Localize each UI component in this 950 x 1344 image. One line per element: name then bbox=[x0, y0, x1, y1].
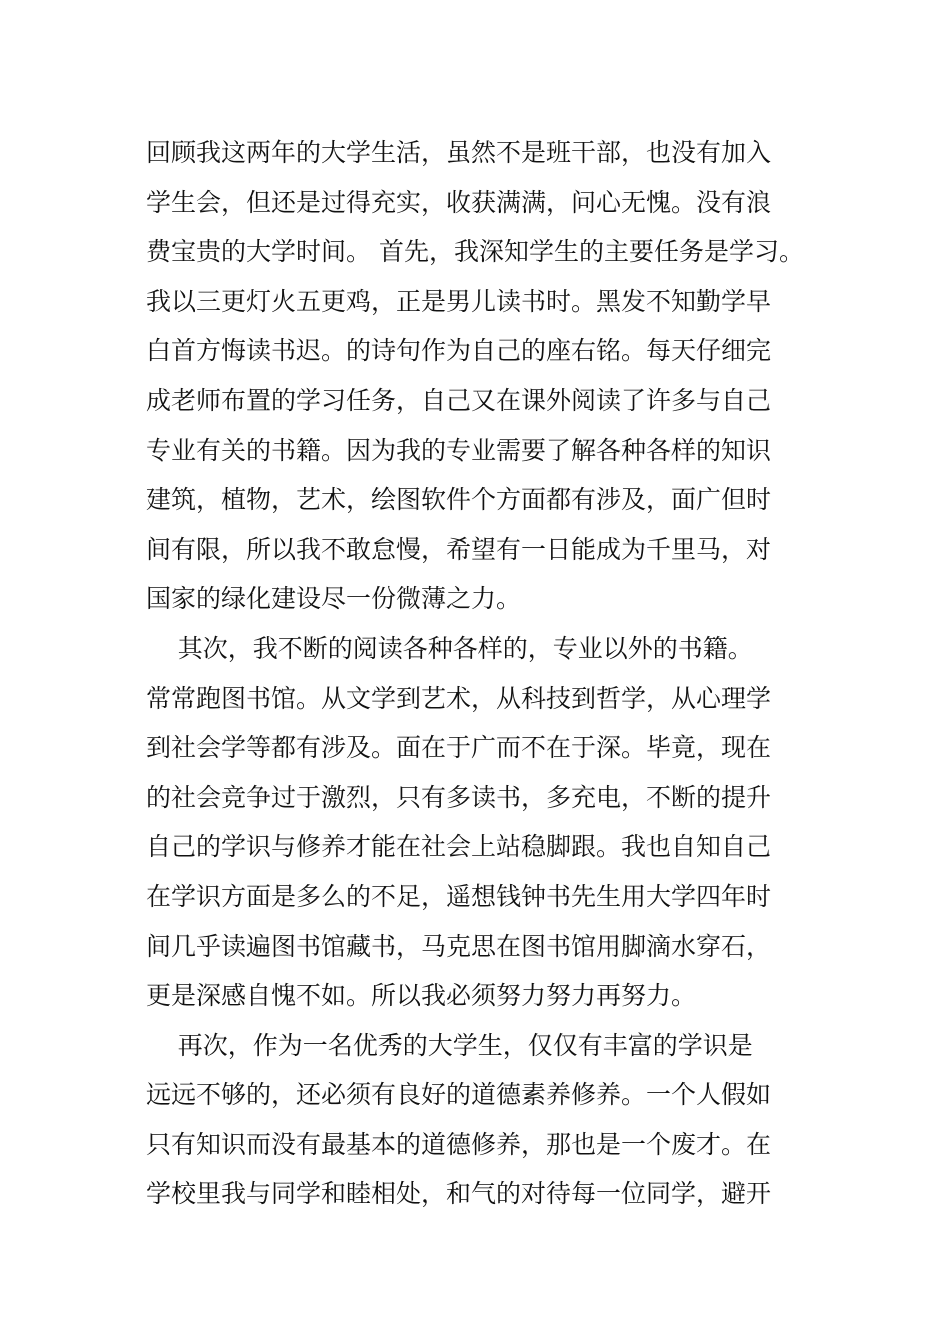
text-line: 自己的学识与修养才能在社会上站稳脚跟。我也自知自己 bbox=[146, 832, 772, 862]
text-line: 其次，我不断的阅读各种各样的，专业以外的书籍。 bbox=[146, 633, 753, 663]
document-body bbox=[146, 128, 846, 1219]
text-line: 回顾我这两年的大学生活，虽然不是班干部，也没有加入 bbox=[146, 138, 772, 167]
text-line: 白首方悔读书迟。的诗句作为自己的座右铭。每天仔细完 bbox=[146, 336, 772, 366]
text-line: 我以三更灯火五更鸡，正是男儿读书时。黑发不知勤学早 bbox=[146, 286, 772, 316]
text-line: 间几乎读遍图书馆藏书，马克思在图书馆用脚滴水穿石， bbox=[146, 931, 772, 961]
text-line: 费宝贵的大学时间。 首先，我深知学生的主要任务是学习。 bbox=[146, 237, 804, 267]
text-line: 间有限，所以我不敢怠慢，希望有一日能成为千里马，对 bbox=[146, 534, 772, 564]
text-line: 的社会竞争过于激烈，只有多读书，多充电，不断的提升 bbox=[146, 782, 772, 812]
text-line: 学校里我与同学和睦相处，和气的对待每一位同学，避开 bbox=[146, 1179, 772, 1209]
text-line: 常常跑图书馆。从文学到艺术，从科技到哲学，从心理学 bbox=[146, 683, 772, 713]
text-line: 成老师布置的学习任务，自己又在课外阅读了许多与自己 bbox=[146, 385, 772, 415]
text-line: 学生会，但还是过得充实，收获满满，问心无愧。没有浪 bbox=[146, 187, 772, 217]
text-line: 专业有关的书籍。因为我的专业需要了解各种各样的知识 bbox=[146, 435, 772, 465]
text-line: 到社会学等都有涉及。面在于广而不在于深。毕竟，现在 bbox=[146, 733, 772, 763]
text-line: 在学识方面是多么的不足，遥想钱钟书先生用大学四年时 bbox=[146, 881, 772, 911]
text-line: 国家的绿化建设尽一份微薄之力。 bbox=[146, 584, 522, 614]
text-line: 更是深感自愧不如。所以我必须努力努力再努力。 bbox=[146, 981, 697, 1011]
text-line: 建筑，植物，艺术，绘图软件个方面都有涉及，面广但时 bbox=[146, 485, 772, 515]
text-line: 只有知识而没有最基本的道德修养，那也是一个废才。在 bbox=[146, 1129, 772, 1159]
text-line: 远远不够的，还必须有良好的道德素养修养。一个人假如 bbox=[146, 1080, 772, 1110]
text-line: 再次，作为一名优秀的大学生，仅仅有丰富的学识是 bbox=[146, 1030, 753, 1060]
